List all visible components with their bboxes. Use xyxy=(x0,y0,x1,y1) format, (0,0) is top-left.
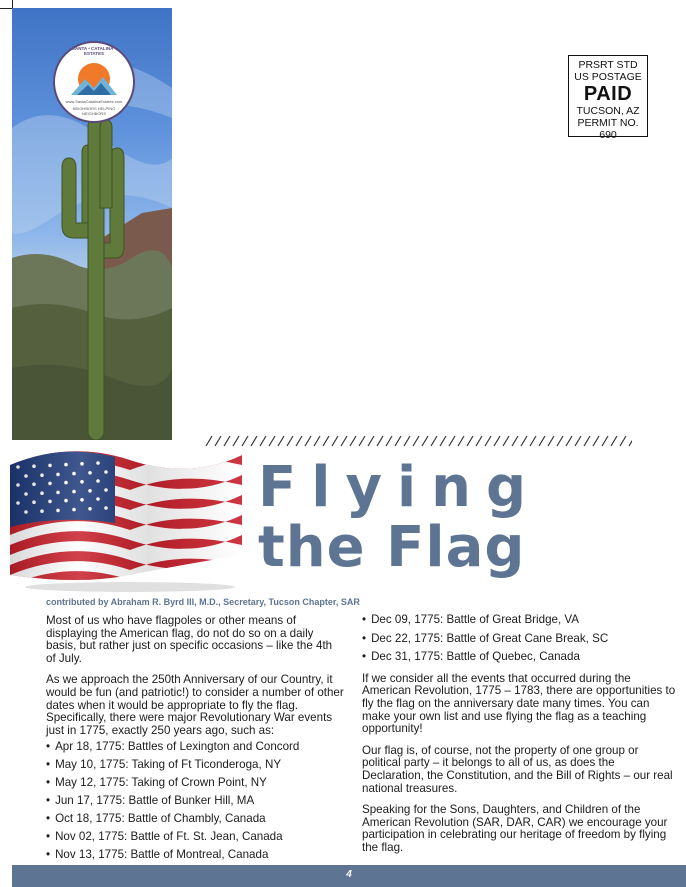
list-item: • Dec 22, 1775: Battle of Great Cane Break, SC xyxy=(362,633,676,646)
dates-list-right xyxy=(362,614,676,664)
postage-indicia xyxy=(568,55,648,141)
list-item: • Dec 09, 1775: Battle of Great Bridge, VA xyxy=(362,614,676,627)
list-item: • May 12, 1775: Taking of Crown Point, NY xyxy=(46,777,344,790)
closing-paragraph: Speaking for the Sons, Daughters, and Children of the American Revolution (SAR, DAR, CAR) we encourage your participation in celebrating our heritage of freedom by flying the flag. xyxy=(362,803,668,854)
list-item: • Nov 02, 1775: Battle of Ft. St. Jean, Canada xyxy=(46,831,344,844)
intro-paragraph: Most of us who have flagpoles or other means of displaying the American flag, do not do so on a daily basis, but rather just on specific occasions – like the 4th of July. xyxy=(46,614,333,665)
article-right-column xyxy=(362,614,676,864)
list-item: • Nov 13, 1775: Battle of Montreal, Canada xyxy=(46,849,344,862)
indicia-us-postage: US POSTAGE xyxy=(574,71,642,83)
article-title-line2: the Flag xyxy=(258,515,526,580)
article-title-line1: Flying xyxy=(258,455,542,520)
article-byline: contributed by Abraham R. Byrd III, M.D., Secretary, Tucson Chapter, SAR xyxy=(46,597,360,607)
list-item: • Oct 18, 1775: Battle of Chambly, Canada xyxy=(46,813,344,826)
page-footer xyxy=(12,865,686,887)
logo-ring-text: SANTA • CATALINA • ESTATES xyxy=(71,46,117,56)
indicia-permit: PERMIT NO. 690 xyxy=(577,117,639,141)
article-left-column xyxy=(46,615,344,867)
indicia-presort: PRSRT STD xyxy=(578,59,638,71)
indicia-city: TUCSON, AZ xyxy=(576,105,640,117)
list-item: • Jun 17, 1775: Battle of Bunker Hill, MA xyxy=(46,795,344,808)
list-item: • May 10, 1775: Taking of Ft Ticonderoga, NY xyxy=(46,759,344,772)
logo-tagline: NEIGHBORS HELPING NEIGHBORS xyxy=(72,106,116,116)
santa-catalina-estates-logo xyxy=(53,41,135,123)
hatch-divider xyxy=(202,435,632,447)
indicia-paid: PAID xyxy=(583,83,633,105)
american-flag-icon xyxy=(10,445,242,595)
list-item: • Dec 31, 1775: Battle of Quebec, Canada xyxy=(362,651,676,664)
events-paragraph: If we consider all the events that occurred during the American Revolution, 1775 – 1783, there are opportunities to fly the flag on the anniversary date many times. You can make your own list and use flying the flag as a teaching opportunity! xyxy=(362,671,676,736)
saguaro-photo xyxy=(12,8,172,440)
crop-mark xyxy=(0,8,12,9)
anniversary-paragraph: As we approach the 250th Anniversary of our Country, it would be fun (and patriotic!) to consider a number of other dates when it would be appropriate to fly the flag. Specifically, there were major Revolutionary War events just in 1775, exactly 250 years ago, such as: xyxy=(46,673,344,737)
crop-mark xyxy=(12,0,13,8)
logo-url: www.SantaCatalinaEstates.com xyxy=(65,99,123,104)
page-number: 4 xyxy=(346,869,352,880)
dates-list-left xyxy=(46,741,344,862)
list-item: • Apr 18, 1775: Battles of Lexington and Concord xyxy=(46,741,344,754)
property-paragraph: Our flag is, of course, not the property of one group or political party – it belongs to all of us, as does the Declaration, the Constitution, and the Bill of Rights – our real national treasures. xyxy=(362,743,673,795)
